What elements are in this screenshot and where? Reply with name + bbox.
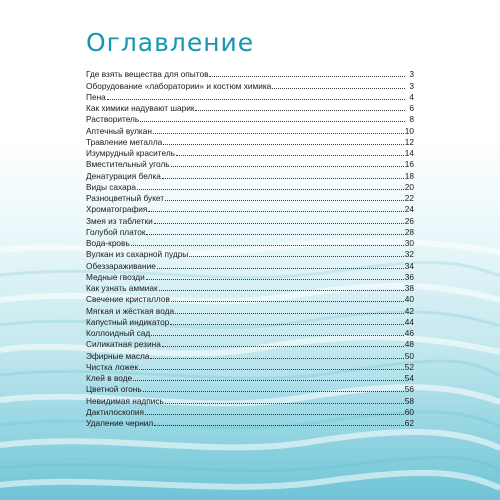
toc-entry[interactable] [86, 259, 414, 270]
toc-entry[interactable] [86, 361, 414, 372]
toc-entry-page-number: 52 [404, 361, 414, 372]
dot-leader [195, 110, 405, 111]
dot-leader [171, 301, 404, 302]
toc-entry-title: Аптечный вулкан [86, 125, 152, 136]
dot-leader [133, 380, 404, 381]
toc-entry-page-number: 30 [404, 238, 414, 248]
toc-entry-page-number: 22 [404, 193, 414, 203]
toc-entry-title: Разноцветный букет [86, 193, 165, 203]
toc-entry[interactable] [86, 68, 414, 79]
toc-entry-title: Клей в воде [86, 373, 133, 383]
dot-leader [209, 76, 405, 77]
dot-leader [151, 335, 404, 336]
dot-leader [153, 133, 404, 134]
toc-entry-page-number: 24 [404, 204, 414, 215]
toc-entry-title: Пена [86, 91, 106, 102]
toc-entry[interactable] [86, 226, 414, 237]
toc-entry-page-number: 26 [404, 215, 414, 226]
dot-leader [272, 88, 405, 89]
dot-leader [140, 121, 405, 122]
dot-leader [154, 223, 404, 224]
dot-leader [131, 245, 404, 246]
toc-entry-title: Капустный индикатор [86, 316, 170, 327]
toc-entry[interactable] [86, 406, 414, 417]
toc-entry-page-number: 62 [404, 418, 414, 428]
toc-entry[interactable] [86, 124, 414, 135]
dot-leader [145, 414, 404, 415]
toc-entry[interactable] [86, 192, 414, 203]
toc-entry[interactable] [86, 248, 414, 259]
toc-entry[interactable] [86, 147, 414, 158]
toc-entry-page-number: 4 [409, 91, 414, 102]
dot-leader [146, 234, 403, 235]
toc-entry-page-number: 14 [404, 148, 414, 158]
dot-leader [154, 425, 403, 426]
page-title: Оглавление [86, 28, 255, 57]
toc-entry-title: Эфирные масла [86, 350, 150, 361]
toc-entry[interactable] [86, 203, 414, 214]
toc-entry-title: Хроматография [86, 204, 148, 215]
toc-entry-title: Дактилоскопия [86, 406, 145, 417]
toc-entry-title: Змея из таблетки [86, 215, 153, 226]
toc-entry-page-number: 50 [404, 350, 414, 361]
toc-entry-page-number: 32 [404, 249, 414, 260]
toc-entry-page-number: 44 [404, 316, 414, 327]
dot-leader [165, 403, 404, 404]
dot-leader [165, 200, 404, 201]
toc-entry-page-number: 6 [409, 103, 414, 113]
dot-leader [170, 324, 403, 325]
dot-leader [157, 268, 404, 269]
toc-entry-title: Мягкая и жёсткая вода [86, 305, 175, 316]
toc-list [86, 68, 414, 428]
toc-entry[interactable] [86, 327, 414, 338]
dot-leader [143, 391, 404, 392]
toc-entry-page-number: 8 [409, 114, 414, 125]
toc-entry-title: Голубой платок [86, 226, 146, 237]
toc-entry[interactable] [86, 158, 414, 169]
toc-entry-title: Денатурация белка [86, 170, 161, 181]
toc-entry-title: Изумрудный краситель [86, 148, 176, 158]
toc-entry-title: Где взять вещества для опытов [86, 69, 209, 80]
toc-entry[interactable] [86, 169, 414, 180]
toc-entry-page-number: 28 [404, 226, 414, 237]
dot-leader [139, 369, 404, 370]
toc-entry-page-number: 38 [404, 283, 414, 293]
toc-entry-title: Вулкан из сахарной пудры [86, 249, 189, 260]
dot-leader [189, 256, 403, 257]
toc-entry-title: Как химики надувают шарик [86, 103, 195, 113]
toc-entry-title: Вместительный уголь [86, 159, 170, 170]
dot-leader [175, 313, 404, 314]
dot-leader [171, 166, 404, 167]
toc-entry[interactable] [86, 102, 414, 113]
toc-entry-page-number: 10 [404, 125, 414, 136]
toc-entry-page-number: 36 [404, 271, 414, 282]
toc-entry-page-number: 18 [404, 170, 414, 181]
toc-entry-title: Растворитель [86, 114, 140, 125]
dot-leader [107, 99, 405, 100]
toc-entry-title: Коллоидный сад [86, 328, 151, 338]
toc-entry[interactable] [86, 282, 414, 293]
toc-entry[interactable] [86, 91, 414, 102]
toc-entry[interactable] [86, 372, 414, 383]
toc-entry-title: Вода-кровь [86, 238, 130, 248]
toc-entry[interactable] [86, 304, 414, 315]
toc-entry-title: Медные гвозди [86, 271, 145, 282]
toc-entry[interactable] [86, 338, 414, 349]
toc-entry-page-number: 48 [404, 339, 414, 350]
toc-entry[interactable] [86, 316, 414, 327]
toc-entry[interactable] [86, 136, 414, 147]
toc-entry-title: Невидимая надпись [86, 395, 164, 406]
toc-entry[interactable] [86, 271, 414, 282]
toc-entry-title: Травление металла [86, 136, 163, 147]
toc-entry-page-number: 34 [404, 260, 414, 271]
dot-leader [163, 144, 403, 145]
toc-entry-title: Силикатная резина [86, 339, 161, 350]
dot-leader [146, 279, 404, 280]
dot-leader [150, 358, 403, 359]
toc-entry-title: Обеззараживание [86, 260, 156, 271]
toc-entry-title: Оборудование «лаборатории» и костюм химика [86, 80, 272, 91]
toc-entry-page-number: 16 [404, 159, 414, 170]
dot-leader [176, 155, 404, 156]
toc-entry-page-number: 42 [404, 305, 414, 316]
toc-entry-page-number: 3 [409, 80, 414, 91]
toc-entry-page-number: 56 [404, 384, 414, 395]
toc-entry-title: Удаление чернил [86, 418, 154, 428]
dot-leader [137, 189, 404, 190]
toc-entry-page-number: 3 [409, 69, 414, 80]
dot-leader [162, 346, 404, 347]
toc-entry[interactable] [86, 417, 414, 428]
toc-entry-page-number: 12 [404, 136, 414, 147]
toc-entry-page-number: 54 [404, 373, 414, 383]
toc-entry-page-number: 58 [404, 395, 414, 406]
toc-entry-title: Виды сахара [86, 181, 136, 192]
toc-entry-title: Цветной огонь [86, 384, 142, 395]
toc-entry-page-number: 46 [404, 328, 414, 338]
toc-entry[interactable] [86, 293, 414, 304]
toc-entry[interactable] [86, 113, 414, 124]
toc-entry[interactable] [86, 383, 414, 394]
toc-entry[interactable] [86, 349, 414, 360]
dot-leader [148, 211, 403, 212]
toc-entry[interactable] [86, 181, 414, 192]
toc-entry-title: Как узнать аммиак [86, 283, 158, 293]
toc-entry-page-number: 40 [404, 294, 414, 305]
toc-entry[interactable] [86, 394, 414, 405]
toc-entry[interactable] [86, 237, 414, 248]
toc-entry-title: Свечение кристаллов [86, 294, 170, 305]
toc-entry[interactable] [86, 214, 414, 225]
toc-entry-page-number: 20 [404, 181, 414, 192]
toc-entry[interactable] [86, 79, 414, 90]
dot-leader [162, 178, 404, 179]
toc-entry-title: Чистка ложек [86, 361, 139, 372]
dot-leader [159, 290, 404, 291]
toc-entry-page-number: 60 [404, 406, 414, 417]
